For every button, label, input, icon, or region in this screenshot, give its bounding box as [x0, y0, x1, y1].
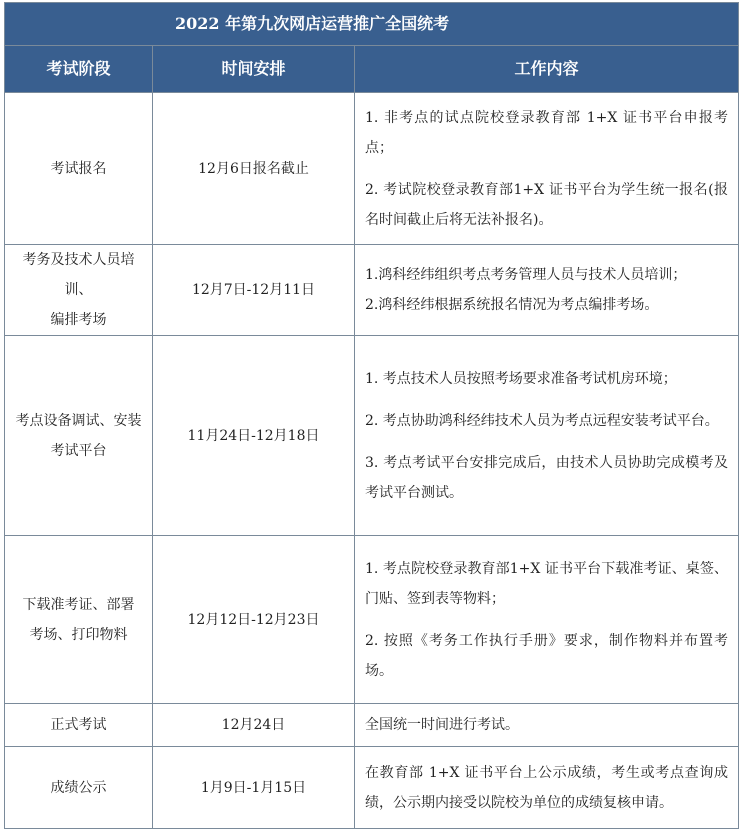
- stage-text: 成绩公示: [50, 779, 107, 796]
- content-item: 在教育部 1+X 证书平台上公示成绩，考生或考点查询成绩，公示期内接受以院校为单位的成绩复核申请。: [365, 764, 728, 811]
- stage-text: 考场、打印物料: [29, 626, 128, 643]
- header-time: 时间安排: [153, 46, 355, 93]
- stage-text: 考务及技术人员培训、: [22, 252, 135, 298]
- table-row: [5, 536, 739, 704]
- time-cell: 12月6日报名截止: [153, 93, 355, 245]
- table-title: 2022 年第九次网店运营推广全国统考: [5, 3, 739, 46]
- table-row: [5, 336, 739, 536]
- header-stage: 考试阶段: [5, 46, 153, 93]
- table-row: [5, 747, 739, 829]
- stage-cell: [5, 536, 153, 704]
- stage-cell: [5, 93, 153, 245]
- stage-cell: [5, 747, 153, 829]
- stage-text: 正式考试: [50, 717, 107, 733]
- content-item: 2. 考试院校登录教育部1+X 证书平台为学生统一报名(报名时间截止后将无法补报名)。: [365, 181, 728, 228]
- stage-cell: [5, 336, 153, 536]
- content-item: 1. 考点院校登录教育部1+X 证书平台下载准考证、桌签、门贴、签到表等物料；: [365, 560, 728, 607]
- stage-text: 考试平台: [50, 442, 107, 459]
- content-item: 1.鸿科经纬组织考点考务管理人员与技术人员培训；: [365, 267, 687, 283]
- content-item: 2. 考点协助鸿科经纬技术人员为考点远程安装考试平台。: [365, 412, 719, 429]
- content-cell: [355, 747, 739, 829]
- time-cell: 12月12日-12月23日: [153, 536, 355, 704]
- content-item: 1. 非考点的试点院校登录教育部 1+X 证书平台申报考点；: [365, 109, 728, 156]
- content-cell: [355, 536, 739, 704]
- content-item: 2. 按照《考务工作执行手册》要求，制作物料并布置考场。: [365, 632, 728, 679]
- table-row: [5, 704, 739, 747]
- content-item: 全国统一时间进行考试。: [365, 717, 519, 733]
- time-cell: 11月24日-12月18日: [153, 336, 355, 536]
- table-row: [5, 245, 739, 336]
- header-content: 工作内容: [355, 46, 739, 93]
- stage-text: 考试报名: [50, 160, 107, 177]
- exam-schedule-table: [4, 2, 739, 829]
- time-cell: 1月9日-1月15日: [153, 747, 355, 829]
- stage-cell: [5, 245, 153, 336]
- time-cell: 12月7日-12月11日: [153, 245, 355, 336]
- time-cell: 12月24日: [153, 704, 355, 747]
- stage-text: 编排考场: [50, 312, 107, 328]
- stage-text: 考点设备调试、安装: [15, 412, 142, 429]
- stage-cell: [5, 704, 153, 747]
- content-item: 3. 考点考试平台安排完成后，由技术人员协助完成模考及考试平台测试。: [365, 454, 728, 501]
- table-row: [5, 93, 739, 245]
- content-cell: [355, 245, 739, 336]
- stage-text: 下载准考证、部署: [22, 596, 135, 613]
- content-cell: [355, 336, 739, 536]
- content-item: 1. 考点技术人员按照考场要求准备考试机房环境；: [365, 370, 677, 387]
- content-cell: [355, 93, 739, 245]
- content-cell: [355, 704, 739, 747]
- content-item: 2.鸿科经纬根据系统报名情况为考点编排考场。: [365, 297, 659, 313]
